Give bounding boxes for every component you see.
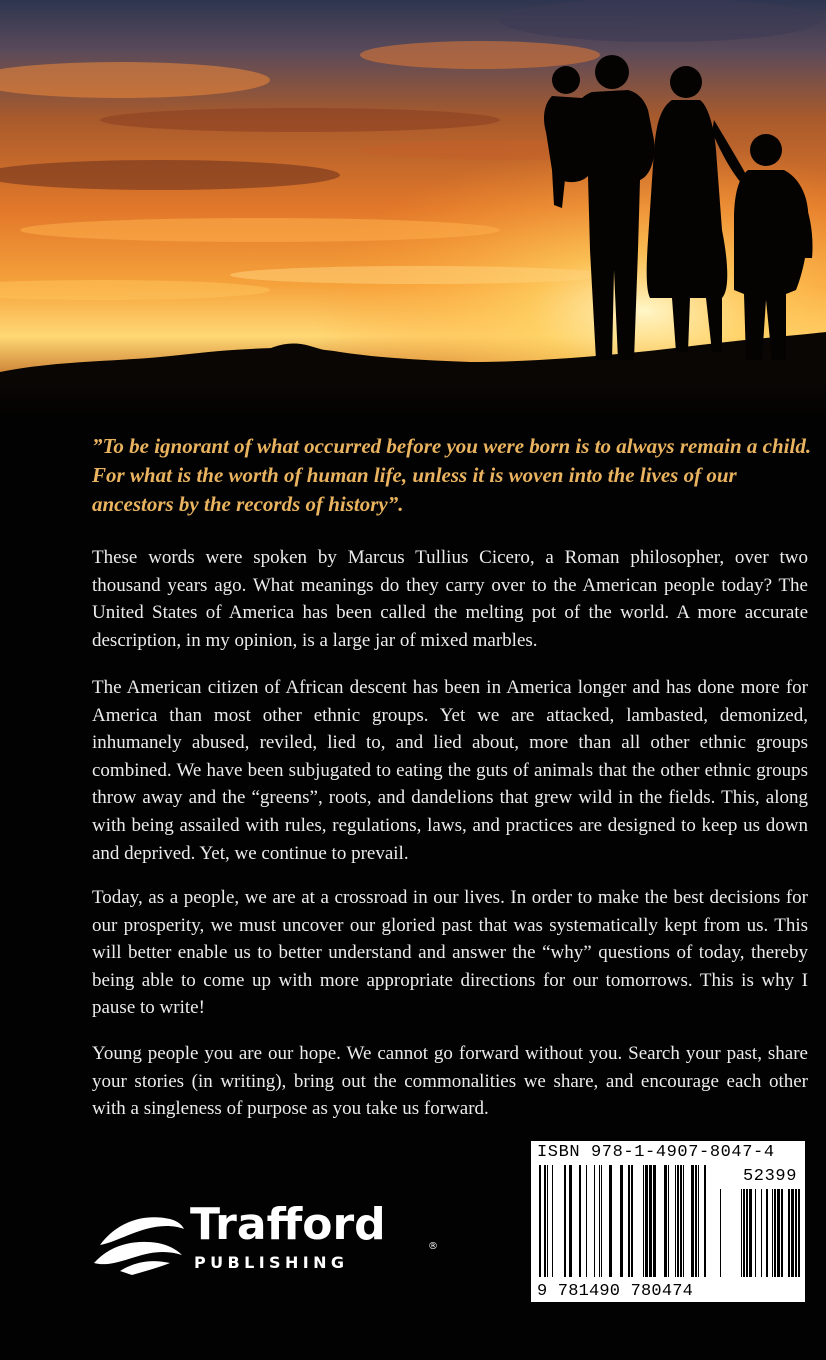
publisher-name: Trafford bbox=[190, 1199, 386, 1250]
isbn-number: ISBN 978-1-4907-8047-4 bbox=[537, 1143, 775, 1162]
paragraph-young-people: Young people you are our hope. We cannot go forward without you. Search your past, share your stories (in writing), bring out the commonalities we share, and encourage each other with a singleness of purpose as you take us forward. bbox=[92, 1043, 808, 1120]
wave-logo-icon bbox=[90, 1205, 186, 1285]
registered-mark: ® bbox=[428, 1241, 438, 1252]
cicero-quote: ”To be ignorant of what occurred before you were born is to always remain a child. For what is the worth of human life, unless it is woven into the lives of our ancestors by the records of history”. bbox=[92, 434, 812, 516]
paragraph-african-american-history: The American citizen of African descent has been in America longer and has done more for America than most other ethnic groups. Yet we are attacked, lambasted, demonized, inhumanely abused, reviled, lied to, and lied about, more than all other ethnic groups combined. We have been subjugated to eating the guts of animals that the other ethnic groups throw away and the “greens”, roots, and dandelions that grew wild in the fields. This, along with being assailed with rules, regulations, laws, and practices are designed to keep us down and deprived. Yet, we continue to prevail. bbox=[92, 677, 808, 864]
barcode-bars bbox=[531, 1141, 805, 1302]
sunset-family-photo bbox=[0, 0, 826, 420]
price-code: 52399 bbox=[742, 1167, 797, 1186]
publisher-subtitle: PUBLISHING bbox=[194, 1253, 349, 1272]
paragraph-cicero-context: These words were spoken by Marcus Tullius Cicero, a Roman philosopher, over two thousand years ago. What meanings do they carry over to the American people today? The United States of America has been called the melting pot of the world. A more accurate description, in my opinion, is a large jar of mixed marbles. bbox=[92, 547, 808, 651]
paragraph-crossroad: Today, as a people, we are at a crossroad in our lives. In order to make the best decisions for our prosperity, we must uncover our gloried past that was systematically kept from us. This will better enable us to better understand and answer the “why” questions of today, thereby being able to come up with more appropriate directions for our tomorrows. This is why I pause to write! bbox=[92, 887, 808, 1019]
trafford-publishing-logo bbox=[90, 1199, 450, 1285]
ean-digits: 9 781490 780474 bbox=[537, 1282, 694, 1301]
isbn-barcode bbox=[531, 1141, 805, 1302]
